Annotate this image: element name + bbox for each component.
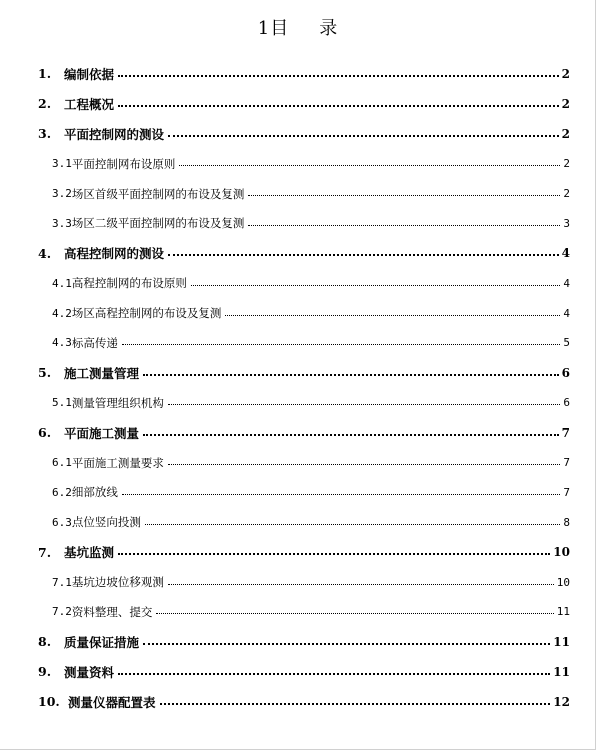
toc-entry-page-number: 11 xyxy=(553,664,570,679)
toc-entry-number: 3.3 xyxy=(52,216,72,230)
toc-dot-leader xyxy=(225,315,560,316)
toc-entry-page-number: 4 xyxy=(563,276,570,290)
toc-dot-leader xyxy=(179,165,560,166)
toc-entry-label: 编制依据 xyxy=(64,66,115,82)
toc-entry-subsection[interactable] xyxy=(38,328,570,358)
toc-dot-leader xyxy=(145,524,561,525)
toc-title-word-right: 录 xyxy=(319,18,339,39)
toc-dot-leader xyxy=(248,225,560,226)
toc-entry-subsection[interactable] xyxy=(38,149,570,179)
toc-entry-subsection[interactable] xyxy=(38,507,570,537)
toc-title xyxy=(0,14,596,40)
toc-entry-section[interactable] xyxy=(38,627,570,657)
toc-entry-section[interactable] xyxy=(38,418,570,448)
toc-dot-leader xyxy=(118,553,550,555)
toc-entry-section[interactable] xyxy=(38,119,570,149)
toc-entry-section[interactable] xyxy=(38,59,570,89)
toc-entry-label: 测量资料 xyxy=(64,664,115,680)
toc-entry-section[interactable] xyxy=(38,89,570,119)
toc-entry-section[interactable] xyxy=(38,537,570,567)
toc-entry-page-number: 2 xyxy=(563,187,570,200)
toc-entry-subsection[interactable] xyxy=(38,268,570,298)
toc-entry-page-number: 7 xyxy=(563,456,570,470)
toc-entry-label: 场区首级平面控制网的布设及复测 xyxy=(71,186,245,201)
toc-entry-page-number: 4 xyxy=(563,306,570,320)
toc-entry-number: 4.2 xyxy=(52,306,72,320)
toc-entry-number: 1. xyxy=(38,66,52,82)
toc-entry-label: 平面控制网布设原则 xyxy=(71,156,176,171)
toc-entry-label: 场区二级平面控制网的布设及复测 xyxy=(71,216,245,231)
toc-dot-leader xyxy=(191,285,561,286)
toc-dot-leader xyxy=(168,464,561,465)
toc-entry-label: 场区高程控制网的布设及复测 xyxy=(71,306,222,321)
toc-entry-subsection[interactable] xyxy=(38,208,570,238)
toc-dot-leader xyxy=(122,494,561,495)
toc-entry-label: 质量保证措施 xyxy=(64,634,140,650)
toc-entry-label: 细部放线 xyxy=(71,485,118,500)
toc-entry-page-number: 5 xyxy=(563,336,570,350)
toc-entry-number: 4. xyxy=(38,245,52,261)
toc-entry-label: 资料整理、提交 xyxy=(71,604,153,619)
toc-list xyxy=(38,59,570,717)
toc-dot-leader xyxy=(143,434,559,436)
toc-entry-subsection[interactable] xyxy=(38,448,570,478)
toc-entry-number: 6.2 xyxy=(52,485,72,499)
toc-entry-page-number: 6 xyxy=(561,365,570,380)
toc-entry-number: 5. xyxy=(38,365,52,381)
toc-entry-page-number: 10 xyxy=(553,545,570,560)
toc-entry-label: 平面施工测量要求 xyxy=(71,455,164,470)
toc-entry-number: 2. xyxy=(38,96,52,112)
toc-entry-label: 施工测量管理 xyxy=(64,365,140,381)
toc-entry-label: 高程控制网的测设 xyxy=(64,246,165,262)
toc-dot-leader xyxy=(143,643,550,645)
toc-entry-number: 3. xyxy=(38,126,52,142)
toc-entry-label: 基坑边坡位移观测 xyxy=(71,575,164,590)
toc-entry-section[interactable] xyxy=(38,657,570,687)
toc-entry-label: 平面控制网的测设 xyxy=(64,126,165,142)
toc-dot-leader xyxy=(168,404,561,405)
toc-entry-page-number: 11 xyxy=(553,634,570,649)
toc-entry-page-number: 2 xyxy=(563,157,570,171)
toc-entry-label: 平面施工测量 xyxy=(64,425,140,441)
toc-entry-number: 4.1 xyxy=(52,276,72,290)
toc-entry-number: 4.3 xyxy=(52,336,72,350)
toc-entry-number: 10. xyxy=(38,694,60,710)
toc-entry-section[interactable] xyxy=(38,687,570,717)
toc-entry-subsection[interactable] xyxy=(38,477,570,507)
toc-dot-leader xyxy=(118,673,550,675)
toc-entry-subsection[interactable] xyxy=(38,179,570,209)
toc-entry-page-number: 12 xyxy=(553,694,570,709)
toc-entry-page-number: 10 xyxy=(556,575,570,589)
toc-entry-page-number: 2 xyxy=(561,66,570,81)
toc-entry-page-number: 7 xyxy=(561,425,570,440)
toc-entry-page-number: 2 xyxy=(561,96,570,111)
toc-entry-subsection[interactable] xyxy=(38,567,570,597)
toc-entry-subsection[interactable] xyxy=(38,298,570,328)
toc-dot-leader xyxy=(118,75,559,77)
toc-entry-label: 标高传递 xyxy=(71,335,118,350)
toc-entry-label: 高程控制网的布设原则 xyxy=(71,276,187,291)
toc-entry-label: 基坑监测 xyxy=(64,545,115,561)
toc-dot-leader xyxy=(122,344,561,345)
toc-dot-leader xyxy=(248,195,560,196)
toc-title-number: 1 xyxy=(257,18,271,39)
toc-entry-page-number: 11 xyxy=(556,605,570,619)
toc-entry-number: 8. xyxy=(38,634,52,650)
toc-entry-section[interactable] xyxy=(38,238,570,268)
toc-entry-label: 测量管理组织机构 xyxy=(71,395,164,410)
toc-entry-number: 7.2 xyxy=(52,605,72,619)
toc-entry-page-number: 2 xyxy=(561,126,570,141)
toc-dot-leader xyxy=(168,254,559,256)
toc-entry-number: 7.1 xyxy=(52,575,72,589)
toc-entry-subsection[interactable] xyxy=(38,388,570,418)
toc-entry-section[interactable] xyxy=(38,358,570,388)
toc-entry-label: 工程概况 xyxy=(64,96,115,112)
toc-entry-number: 6.3 xyxy=(52,515,72,529)
toc-entry-number: 7. xyxy=(38,544,52,560)
toc-entry-page-number: 3 xyxy=(563,216,570,230)
toc-entry-number: 9. xyxy=(38,664,52,680)
toc-entry-label: 点位竖向投测 xyxy=(71,515,141,530)
toc-dot-leader xyxy=(118,105,559,107)
toc-entry-number: 5.1 xyxy=(52,396,72,410)
toc-entry-page-number: 8 xyxy=(563,515,570,529)
toc-entry-page-number: 4 xyxy=(561,246,570,261)
toc-dot-leader xyxy=(156,613,553,614)
toc-entry-number: 6.1 xyxy=(52,456,72,470)
toc-dot-leader xyxy=(143,374,559,376)
toc-entry-number: 6. xyxy=(38,425,52,441)
toc-entry-label: 测量仪器配置表 xyxy=(68,694,156,710)
toc-entry-subsection[interactable] xyxy=(38,597,570,627)
toc-entry-number: 3.2 xyxy=(52,187,72,200)
toc-entry-page-number: 7 xyxy=(563,485,570,499)
toc-entry-number: 3.1 xyxy=(52,157,72,171)
toc-dot-leader xyxy=(168,135,559,137)
toc-dot-leader xyxy=(160,703,551,705)
toc-title-word-left: 目 xyxy=(270,18,290,39)
toc-dot-leader xyxy=(168,584,554,585)
toc-entry-page-number: 6 xyxy=(563,396,570,410)
